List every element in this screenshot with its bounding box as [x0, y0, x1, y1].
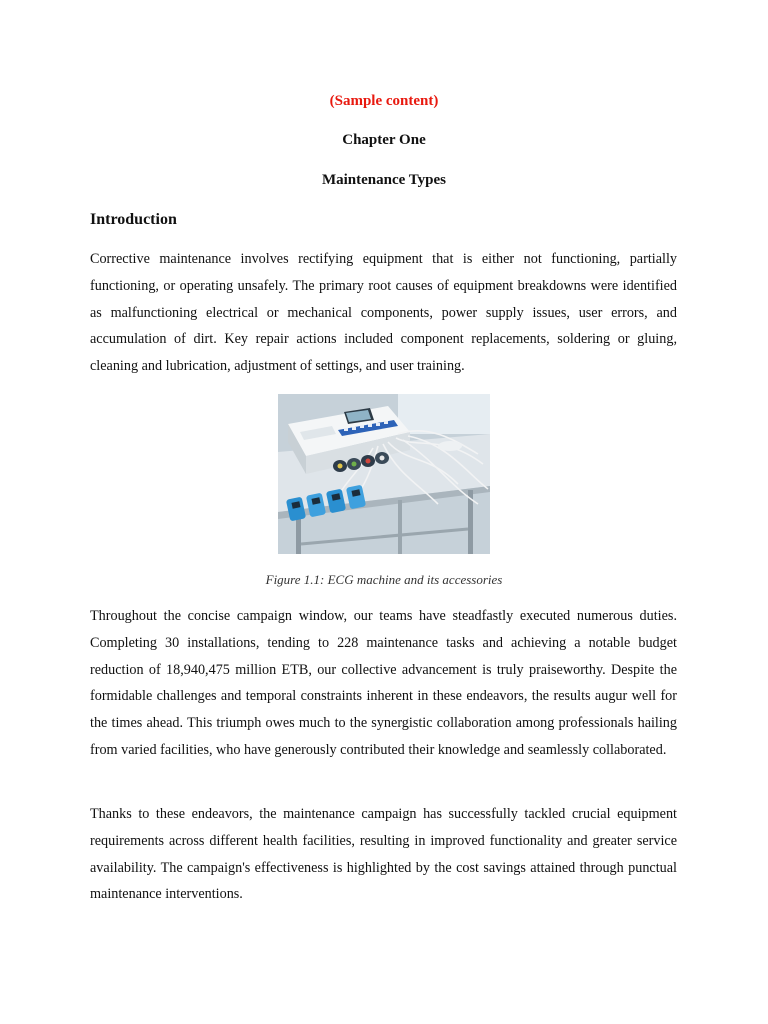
figure-caption: Figure 1.1: ECG machine and its accessories — [265, 572, 503, 587]
sample-content-note: (Sample content) — [329, 93, 439, 109]
section-heading-introduction: Introduction — [90, 211, 177, 228]
paragraph-campaign-effectiveness: Thanks to these endeavors, the maintenance campaign has successfully tackled crucial equipment requirements across different health facilities, resulting in improved functionality and greater service availability. The campaign's effectiveness is highlighted by the cost savings attained through punctual maintenance interventions. — [90, 806, 677, 903]
paragraph-campaign-achievements: Throughout the concise campaign window, our teams have steadfastly executed numerous duties. Completing 30 installations, tending to 228 maintenance tasks and achieving a notable budget reduction of 18,940,475 million ETB, our collective advancement is truly praiseworthy. Despite the formidable challenges and temporal constraints inherent in these endeavors, the results augur well for the times ahead. This triumph owes much to the synergistic collaboration among professionals hailing from varied facilities, who have generously contributed their knowledge and seamlessly collaborated. — [90, 608, 677, 758]
chapter-label: Chapter One — [342, 132, 426, 148]
paragraph-corrective-maintenance: Corrective maintenance involves rectifying equipment that is either not functioning, partially functioning, or operating unsafely. The primary root causes of equipment breakdowns were identified as malfunctioning electrical or mechanical components, power supply issues, user errors, and accumulation of dirt. Key repair actions included component replacements, soldering or gluing, cleaning and lubrication, adjustment of settings, and user training. — [90, 251, 677, 375]
chapter-title: Maintenance Types — [321, 172, 447, 188]
ecg-machine-photo — [278, 394, 490, 554]
